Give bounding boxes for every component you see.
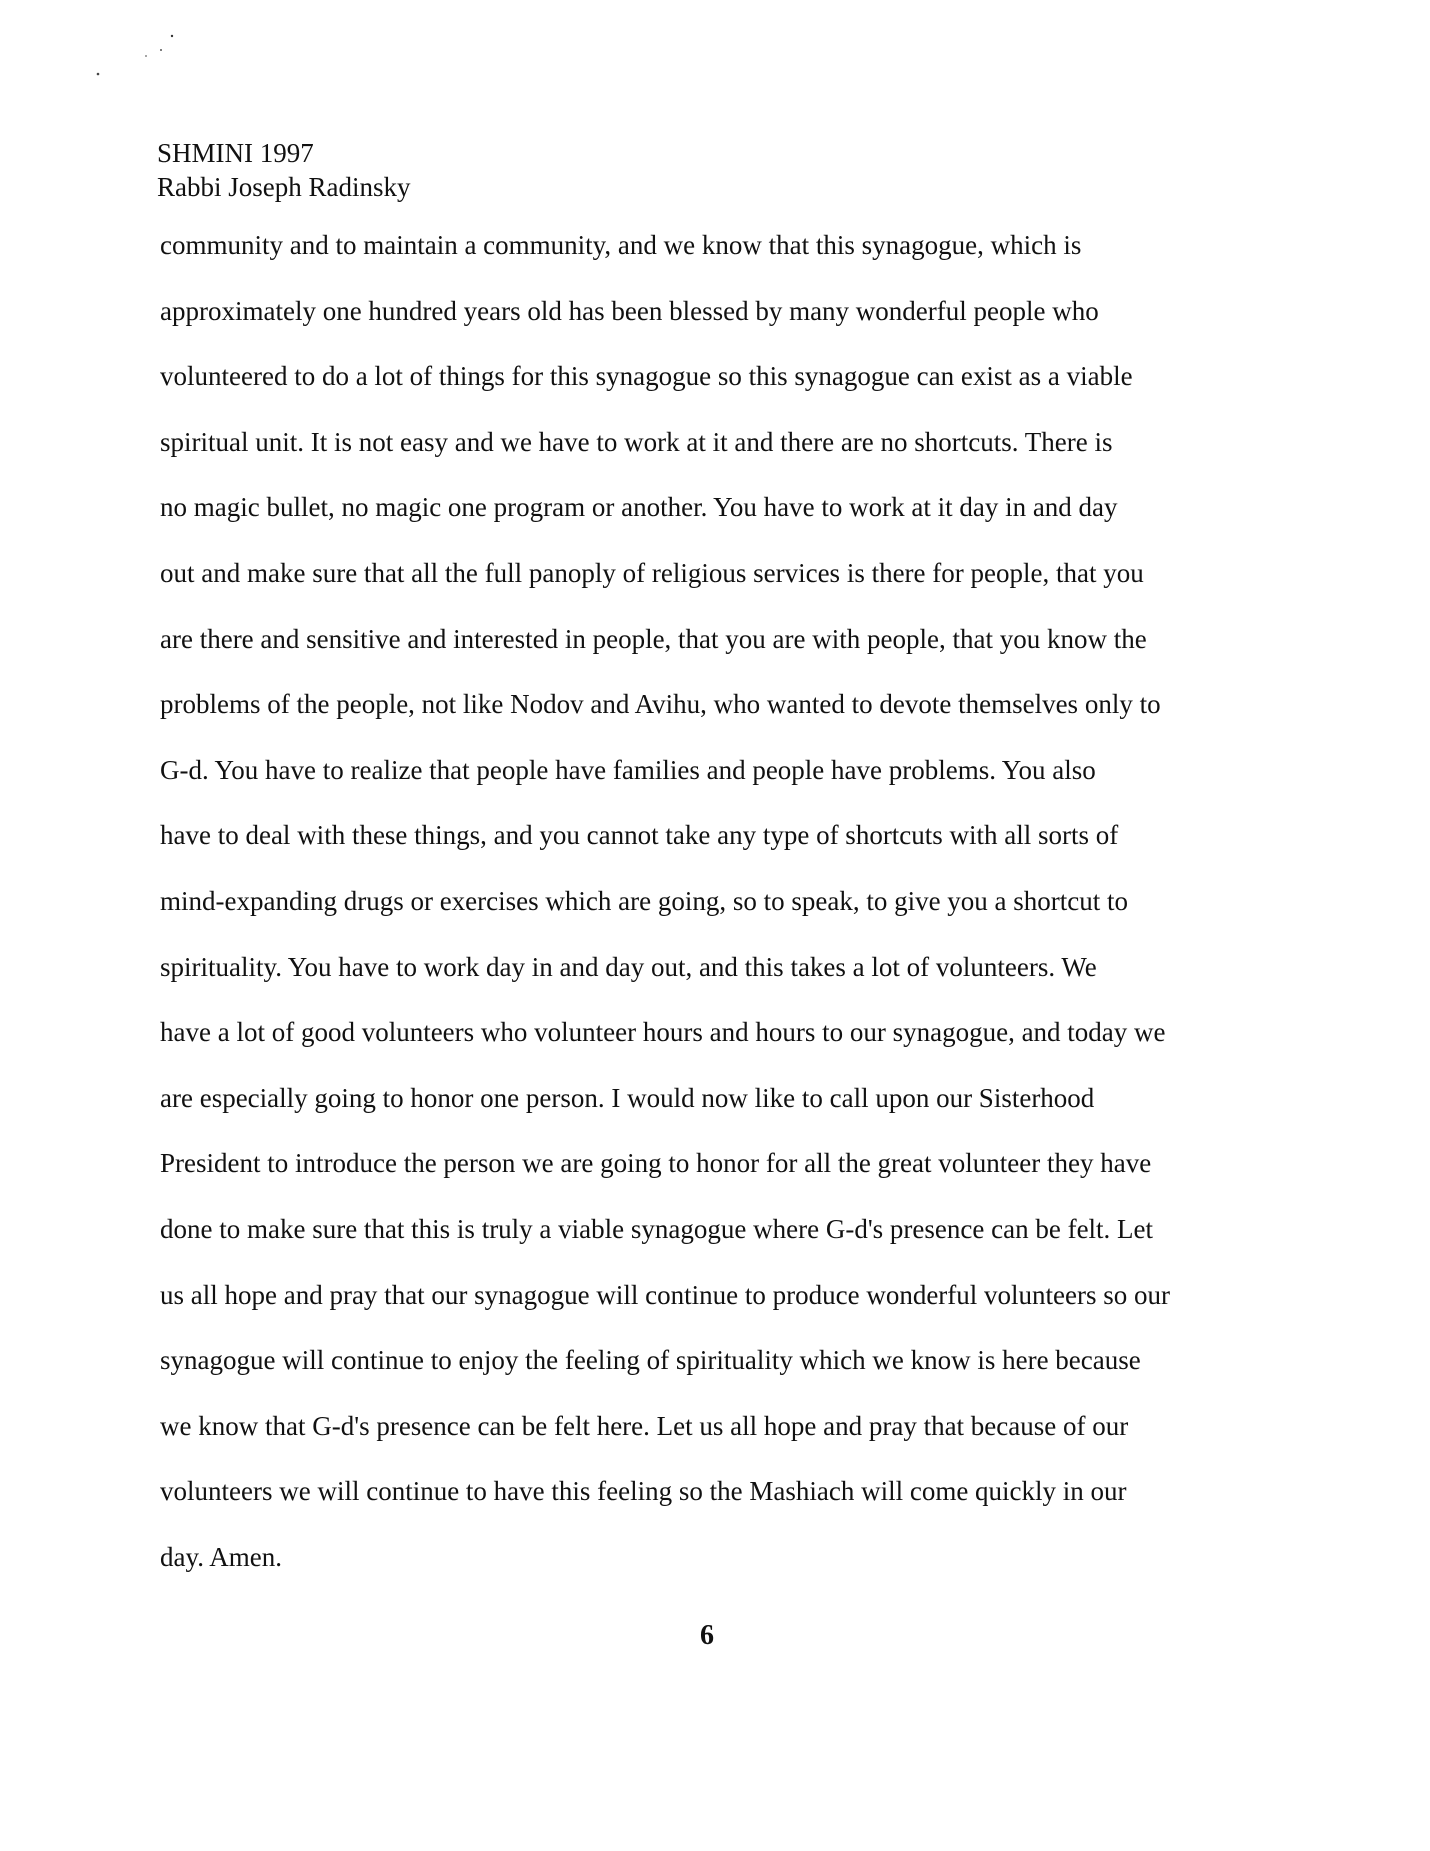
text-line: synagogue will continue to enjoy the feeling of spirituality which we know is here because [160, 1345, 1141, 1376]
text-line: G-d. You have to realize that people have families and people have problems. You also [160, 754, 1096, 785]
text-line: we know that G-d's presence can be felt here. Let us all hope and pray that because of our [160, 1410, 1129, 1441]
text-line: volunteered to do a lot of things for this synagogue so this synagogue can exist as a viable [160, 361, 1133, 392]
text-line: have to deal with these things, and you cannot take any type of shortcuts with all sorts of [160, 820, 1119, 851]
text-line: mind-expanding drugs or exercises which are going, so to speak, to give you a shortcut to [160, 885, 1129, 916]
text-line: problems of the people, not like Nodov and Avihu, who wanted to devote themselves only to [160, 689, 1161, 720]
text-line: are there and sensitive and interested in people, that you are with people, that you know the [160, 623, 1147, 654]
body-text [160, 225, 1250, 1602]
text-line: President to introduce the person we are going to honor for all the great volunteer they have [160, 1148, 1152, 1179]
text-line: spirituality. You have to work day in and day out, and this takes a lot of volunteers. We [160, 951, 1097, 982]
document-author: Rabbi Joseph Radinsky [157, 172, 411, 202]
scan-specks [90, 30, 190, 90]
text-line: spiritual unit. It is not easy and we have to work at it and there are no shortcuts. There is [160, 426, 1113, 457]
text-line: us all hope and pray that our synagogue will continue to produce wonderful volunteers so our [160, 1279, 1171, 1310]
text-line: community and to maintain a community, and we know that this synagogue, which is [160, 230, 1082, 260]
text-line: out and make sure that all the full panoply of religious services is there for people, that you [160, 557, 1144, 588]
text-line: done to make sure that this is truly a viable synagogue where G-d's presence can be felt. Let [160, 1213, 1154, 1244]
text-line: are especially going to honor one person. I would now like to call upon our Sisterhood [160, 1082, 1095, 1113]
text-line: approximately one hundred years old has been blessed by many wonderful people who [160, 295, 1099, 326]
text-line: have a lot of good volunteers who volunteer hours and hours to our synagogue, and today we [160, 1017, 1166, 1048]
page-number: 6 [700, 1620, 714, 1651]
document-title: SHMINI 1997 [157, 138, 314, 168]
text-line: no magic bullet, no magic one program or another. You have to work at it day in and day [160, 492, 1118, 523]
text-line: volunteers we will continue to have this feeling so the Mashiach will come quickly in our [160, 1476, 1127, 1507]
text-line: day. Amen. [160, 1541, 282, 1572]
document-header [157, 136, 411, 204]
